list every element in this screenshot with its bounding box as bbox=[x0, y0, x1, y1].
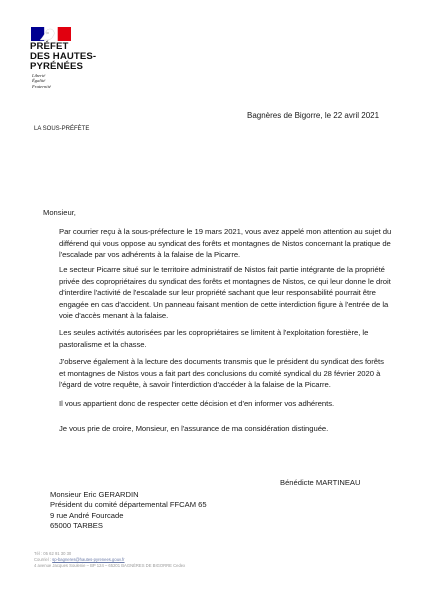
motto bbox=[32, 73, 51, 89]
addressee-street: 9 rue André Fourcade bbox=[50, 510, 124, 520]
motto-fraternite: Fraternité bbox=[32, 83, 51, 89]
paragraph-6: Je vous prie de croire, Monsieur, en l'assurance de ma considération distinguée. bbox=[59, 424, 329, 433]
footer-email-label: Courriel : bbox=[34, 557, 53, 562]
paragraph-5: Il vous appartient donc de respecter cette décision et d'en informer vos adhérents. bbox=[59, 399, 335, 408]
addressee-name: Monsieur Eric GERARDIN bbox=[50, 490, 139, 499]
prefecture-name bbox=[30, 42, 96, 72]
salutation: Monsieur, bbox=[43, 208, 76, 217]
addressee-title: Président du comité départemental FFCAM 65 bbox=[50, 500, 207, 510]
signature-name: Bénédicte MARTINEAU bbox=[280, 478, 361, 487]
place-date: Bagnères de Bigorre, le 22 avril 2021 bbox=[247, 111, 380, 120]
prefecture-line-1: PRÉFET bbox=[30, 41, 69, 52]
footer-phone: Tél : 05 62 91 30 30 bbox=[34, 551, 72, 556]
paragraph-1: Par courrier reçu à la sous-préfecture le 19 mars 2021, vous avez appelé mon attention au sujet du différend qui vous oppose au syndicat des forêts et montagnes de Nistos concernant la pratique de l'escalade par vos adhérents à la falaise de la Picarre. bbox=[59, 227, 392, 260]
addressee-city: 65000 TARBES bbox=[50, 521, 103, 531]
prefecture-line-2: DES HAUTES- bbox=[30, 51, 97, 62]
footer-email-link[interactable]: sp-bagneres@hautes-pyrenees.gouv.fr bbox=[52, 557, 125, 562]
prefecture-line-3: PYRÉNÉES bbox=[30, 61, 84, 72]
paragraph-2: Le secteur Picarre situé sur le territoire administratif de Nistos fait partie intégrante de la propriété privée des copropriétaires du syndicat des forêts et montagnes de Nistos, ce qui leur donne le droit d'interdire l'activité de l'escalade sur leur propriété sachant que leur responsabilité pourrait être engagée en cas d'accident. Un panneau faisant mention de cette interdiction figure à l'entrée de la voie d'accès menant à la falaise. bbox=[59, 265, 391, 321]
footer-address: 4 avenue Jacques Soulenie – BP 124 – 65201 BAGNÈRES DE BIGORRE Cedex bbox=[34, 563, 186, 568]
paragraph-4: J'observe également à la lecture des documents transmis que le président du syndicat des forêts et montagnes de Nistos vous a fait part des conclusions du comité syndical du 28 février 2020 à l'égard de votre requête, à savoir l'interdiction d'accéder à la falaise de la Picarre. bbox=[59, 357, 384, 390]
addressee-block bbox=[50, 490, 207, 532]
motto-liberte: Liberté bbox=[32, 73, 46, 78]
department-label: LA SOUS-PRÉFÈTE bbox=[34, 126, 90, 132]
motto-egalite: Égalité bbox=[32, 78, 46, 84]
footer bbox=[34, 551, 185, 569]
paragraph-3: Les seules activités autorisées par les copropriétaires se limitent à l'exploitation forestière, le pastoralisme et la chasse. bbox=[59, 328, 369, 349]
marianne-logo bbox=[31, 27, 71, 41]
